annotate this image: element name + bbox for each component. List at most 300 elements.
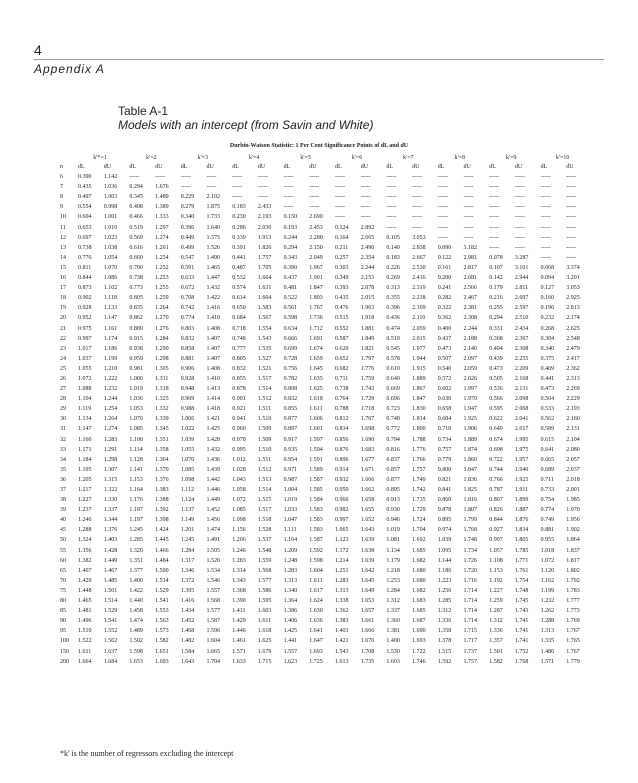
table-cell: 1.661 (360, 618, 375, 625)
table-cell: 1.653 (360, 598, 375, 605)
table-cell: 0.906 (180, 365, 195, 372)
table-cell: ----- (360, 214, 371, 221)
table-cell: 0.878 (437, 507, 452, 514)
table-cell: 1.147 (103, 315, 118, 322)
table-cell: ----- (463, 194, 474, 201)
table-cell: 0.928 (78, 305, 92, 312)
table-cell: 0.699 (283, 345, 298, 352)
table-cell: 1.705 (257, 264, 272, 271)
table-cell: 0.322 (437, 305, 452, 312)
table-cell: 1.245 (129, 527, 143, 534)
row-n: 95 (60, 628, 66, 635)
table-cell: 1.414 (206, 396, 220, 403)
stat-column-header: dU (360, 164, 369, 170)
table-cell: 1.847 (463, 466, 477, 473)
table-cell: 1.033 (283, 507, 298, 514)
table-cell: 1.657 (360, 608, 375, 615)
table-cell: 0.901 (232, 396, 246, 403)
row-n: 11 (60, 224, 66, 231)
k-header: k'=10 (555, 155, 570, 161)
table-cell: 0.682 (335, 365, 349, 372)
table-cell: 1.255 (155, 285, 169, 292)
table-cell: 1.603 (386, 658, 400, 665)
table-cell: 1.520 (206, 557, 220, 564)
table-cell: 1.690 (360, 436, 375, 443)
table-cell: 0.232 (540, 315, 555, 322)
k-header: k'*=1 (93, 155, 107, 161)
table-cell: 1.214 (335, 557, 349, 564)
table-cell: 1.529 (103, 608, 118, 615)
table-cell: ----- (412, 214, 423, 221)
table-cell: 0.998 (103, 204, 118, 211)
table-cell: 1.054 (103, 254, 118, 261)
table-cell: 0.757 (437, 446, 452, 453)
table-cell: ----- (437, 194, 448, 201)
table-cell: 1.583 (257, 305, 272, 312)
table-cell: ----- (335, 194, 345, 201)
table-cell: 2.244 (360, 264, 375, 271)
table-cell: 1.407 (206, 335, 220, 342)
table-cell: ----- (437, 184, 448, 191)
table-cell: 2.367 (514, 335, 529, 342)
table-cell: 0.554 (78, 204, 92, 211)
table-cell: 2.059 (412, 325, 426, 332)
table-cell: 1.102 (103, 285, 118, 292)
table-cell: 0.895 (386, 487, 400, 493)
table-cell: 1.501 (489, 648, 503, 655)
table-cell: 1.111 (283, 527, 297, 534)
table-cell: 0.653 (78, 224, 92, 231)
table-cell: 0.105 (386, 234, 400, 241)
table-cell: 0.140 (386, 244, 400, 251)
table-cell: ----- (360, 184, 371, 191)
table-cell: 1.086 (103, 275, 118, 282)
table-cell: 1.400 (386, 638, 400, 645)
table-cell: 1.887 (514, 507, 529, 514)
table-cell: 1.528 (257, 527, 272, 534)
table-cell: 1.284 (155, 335, 169, 342)
table-cell: 1.761 (514, 567, 529, 574)
table-cell: ----- (335, 184, 345, 191)
table-cell: 1.481 (78, 608, 92, 615)
table-cell: 2.697 (514, 295, 529, 302)
table-cell: 1.594 (309, 446, 323, 453)
row-n: 30 (60, 416, 66, 423)
table-cell: ----- (283, 204, 294, 211)
table-cell: ----- (437, 204, 448, 211)
table-cell: 1.598 (129, 648, 143, 655)
table-cell: 1.311 (155, 375, 169, 382)
table-cell: 1.743 (360, 386, 375, 393)
table-cell: 0.948 (180, 386, 195, 393)
table-cell: 1.757 (257, 254, 272, 261)
table-cell: 0.340 (540, 345, 555, 352)
table-cell: 0.756 (283, 365, 298, 372)
table-cell: 1.674 (309, 345, 323, 352)
table-cell: 0.772 (386, 426, 400, 433)
table-cell: 0.633 (180, 275, 195, 282)
table-cell: 2.319 (412, 285, 426, 292)
table-cell: 1.537 (257, 537, 272, 544)
k-header: k'=9 (505, 155, 517, 161)
table-cell: 1.313 (540, 628, 555, 635)
table-cell: ----- (412, 194, 423, 201)
table-cell: 1.592 (437, 658, 452, 665)
table-cell: 2.838 (412, 244, 426, 251)
table-cell: 1.712 (309, 325, 323, 332)
table-cell: 1.543 (257, 335, 272, 342)
k-header: k'=4 (248, 155, 260, 161)
table-cell: 1.729 (360, 396, 375, 403)
table-cell: 0.473 (540, 386, 555, 393)
table-cell: 1.452 (206, 507, 220, 514)
table-cell: 1.312 (489, 618, 503, 625)
table-cell: 1.777 (566, 598, 580, 605)
table-cell: 1.254 (103, 406, 118, 413)
table-cell: 0.566 (489, 396, 503, 403)
table-cell: 1.253 (386, 577, 400, 584)
table-cell: 0.142 (489, 275, 503, 282)
table-cell: 0.995 (232, 446, 246, 453)
table-cell: 2.892 (360, 224, 375, 231)
table-cell: 1.100 (129, 436, 143, 443)
table-cell: 1.357 (489, 638, 503, 645)
table-cell: 2.041 (514, 416, 529, 423)
table-cell: 0.748 (232, 335, 246, 342)
table-cell: 1.474 (206, 527, 220, 534)
table-cell: 0.955 (540, 537, 555, 544)
table-cell: 1.333 (155, 214, 169, 221)
table-cell: ----- (257, 174, 268, 181)
table-cell: 2.229 (566, 396, 580, 403)
table-cell: 0.700 (129, 264, 143, 271)
table-cell: 0.183 (232, 204, 246, 211)
table-cell: 1.714 (463, 608, 477, 615)
table-cell: ----- (566, 194, 577, 201)
table-cell: 1.019 (129, 386, 143, 393)
table-cell: 1.618 (309, 396, 323, 403)
table-cell: 1.563 (155, 618, 169, 625)
table-cell: 1.445 (155, 537, 169, 544)
table-cell: 0.697 (78, 234, 92, 241)
table-cell: 1.925 (514, 476, 529, 483)
table-cell: 1.682 (412, 587, 426, 594)
table-cell: 0.896 (335, 456, 349, 463)
stat-column-header: dL (386, 164, 394, 170)
table-cell: 1.176 (129, 497, 143, 504)
table-cell: 0.616 (129, 244, 143, 251)
table-cell: 1.006 (180, 416, 195, 423)
table-cell: 0.981 (129, 365, 143, 372)
table-cell: 1.683 (412, 598, 426, 605)
table-cell: 1.502 (129, 638, 143, 645)
table-cell: 1.446 (232, 628, 246, 635)
appendix-label: Appendix A (34, 62, 105, 76)
table-cell: ----- (412, 204, 423, 211)
table-cell: 1.562 (103, 638, 118, 645)
table-cell: 2.925 (566, 295, 580, 302)
table-cell: 2.037 (566, 466, 580, 473)
table-cell: 1.297 (155, 224, 169, 231)
stat-column-header: dU (412, 164, 420, 170)
table-cell: 1.577 (206, 608, 220, 615)
table-cell: 2.078 (360, 285, 375, 292)
table-cell: 0.122 (437, 254, 452, 261)
table-cell: 1.518 (257, 517, 272, 524)
table-cell: 2.690 (309, 214, 323, 221)
table-cell: 1.424 (155, 527, 169, 534)
table-cell: 1.679 (257, 648, 272, 655)
table-cell: 1.715 (257, 658, 272, 665)
table-cell: 1.449 (206, 497, 220, 504)
table-cell: 1.085 (232, 507, 246, 514)
table-cell: 1.776 (412, 446, 426, 453)
table-cell: ----- (489, 174, 500, 181)
table-cell: 0.487 (232, 264, 246, 271)
table-cell: 1.881 (360, 325, 375, 332)
table-cell: 1.743 (514, 608, 529, 615)
table-cell: 1.603 (257, 608, 272, 615)
table-cell: 0.856 (335, 436, 349, 443)
table-cell: 3.053 (412, 234, 426, 241)
table-cell: 1.635 (309, 375, 323, 382)
row-n: 80 (60, 598, 66, 605)
table-cell: 1.486 (540, 648, 555, 655)
table-cell: 1.598 (309, 557, 323, 564)
table-cell: 1.274 (155, 234, 169, 241)
table-cell: 1.624 (309, 598, 323, 605)
table-cell: 2.811 (514, 285, 529, 292)
table-cell: 0.749 (540, 517, 555, 524)
table-cell: 1.227 (78, 497, 92, 504)
table-cell: 1.164 (129, 487, 143, 493)
table-cell: ----- (155, 174, 166, 181)
table-cell: 1.345 (155, 426, 169, 433)
table-cell: 0.505 (489, 375, 503, 382)
table-cell: ----- (514, 224, 525, 231)
table-cell: 1.441 (283, 638, 298, 645)
table-cell: 1.693 (412, 638, 426, 645)
table-cell: 1.704 (412, 527, 426, 534)
table-cell: 2.140 (463, 345, 477, 352)
table-cell: 1.714 (463, 618, 477, 625)
table-cell: 1.253 (155, 275, 169, 282)
row-n: 36 (60, 476, 66, 483)
table-cell: 1.312 (437, 608, 452, 615)
table-cell: 1.081 (386, 537, 400, 544)
table-cell: 2.280 (309, 234, 323, 241)
table-cell: 1.586 (257, 587, 272, 594)
table-cell: 1.403 (103, 537, 118, 544)
table-cell: 1.773 (566, 608, 580, 615)
table-cell: 0.602 (437, 386, 452, 393)
table-cell: 0.244 (283, 234, 298, 241)
table-cell: 3.182 (463, 244, 477, 251)
table-cell: 2.255 (514, 355, 529, 362)
table-cell: 0.562 (540, 416, 555, 423)
stat-column-header: dL (78, 164, 85, 170)
table-cell: ----- (180, 184, 191, 191)
table-cell: 0.340 (180, 214, 195, 221)
table-cell: 1.535 (257, 345, 272, 352)
table-cell: 0.832 (232, 365, 246, 372)
table-cell: 0.773 (129, 285, 143, 292)
row-n: 22 (60, 335, 66, 342)
table-cell: 0.777 (232, 345, 246, 352)
table-cell: 1.298 (103, 456, 118, 463)
table-cell: 0.952 (78, 315, 92, 322)
table-cell: 2.169 (412, 305, 426, 312)
row-n: 65 (60, 567, 66, 574)
table-cell: 1.670 (360, 638, 375, 645)
table-cell: 1.137 (180, 507, 195, 514)
table-cell: 1.422 (129, 587, 143, 594)
table-cell: 1.085 (129, 426, 143, 433)
table-cell: 0.782 (283, 375, 298, 382)
table-cell: 0.614 (232, 295, 246, 302)
table-cell: 1.776 (360, 365, 375, 372)
table-cell: 0.844 (78, 275, 92, 282)
table-cell: 0.816 (386, 446, 400, 453)
stat-column-header: dU (514, 164, 523, 170)
table-cell: 1.571 (540, 658, 555, 665)
table-cell: 1.108 (489, 557, 503, 564)
table-cell: 1.704 (206, 658, 220, 665)
table-cell: 1.913 (257, 234, 272, 241)
row-n: 45 (60, 527, 66, 534)
table-cell: 1.338 (335, 598, 349, 605)
table-cell: 1.589 (309, 466, 323, 473)
table-cell: 0.774 (180, 315, 195, 322)
table-cell: 1.527 (257, 355, 272, 362)
table-cell: 0.877 (283, 416, 298, 423)
table-cell: 1.597 (309, 436, 323, 443)
table-cell: 1.411 (232, 608, 246, 615)
table-cell: 1.058 (232, 487, 246, 493)
table-cell: 1.003 (103, 194, 118, 201)
table-cell: 0.481 (283, 285, 298, 292)
table-cell: 1.604 (309, 567, 323, 574)
table-cell: 3.053 (566, 285, 580, 292)
table-cell: 1.318 (155, 386, 169, 393)
table-cell: 0.766 (489, 476, 503, 483)
table-cell: 1.817 (566, 557, 580, 564)
table-cell: 0.241 (437, 285, 452, 292)
table-cell: 1.511 (257, 456, 272, 463)
table-cell: 1.149 (180, 517, 195, 524)
table-cell: 0.658 (437, 406, 452, 413)
table-cell: ----- (514, 244, 525, 251)
row-n: 28 (60, 396, 66, 403)
table-cell: 1.098 (180, 476, 195, 483)
table-cell: 0.805 (129, 295, 143, 302)
table-cell: 0.738 (129, 275, 143, 282)
stat-column-header: dL (489, 164, 496, 170)
table-cell: 1.147 (78, 426, 92, 433)
table-cell: 0.574 (232, 285, 246, 292)
table-cell: 1.285 (129, 537, 143, 544)
table-cell: 1.276 (155, 325, 169, 332)
table-cell: 2.174 (566, 315, 580, 322)
table-cell: 1.577 (257, 577, 272, 584)
table-cell: 1.517 (257, 507, 272, 514)
table-cell: 1.768 (514, 658, 529, 665)
table-cell: 1.741 (514, 618, 529, 625)
table-cell: 0.779 (437, 456, 452, 463)
table-cell: 2.059 (463, 365, 477, 372)
table-cell: 1.452 (180, 618, 195, 625)
table-cell: 2.030 (257, 224, 272, 231)
table-cell: 0.665 (540, 456, 555, 463)
table-cell: 1.022 (180, 426, 195, 433)
table-cell: 1.849 (360, 335, 375, 342)
table-cell: 0.733 (540, 487, 555, 493)
table-cell: 2.313 (566, 375, 580, 382)
table-cell: 0.837 (386, 456, 400, 463)
table-cell: 1.315 (103, 476, 118, 483)
stat-column-header: dU (566, 164, 574, 170)
table-cell: 1.072 (540, 557, 555, 564)
table-cell: 1.456 (206, 517, 220, 524)
table-cell: 1.997 (463, 386, 477, 393)
table-cell: 1.918 (360, 315, 375, 322)
table-cell: 1.283 (232, 557, 246, 564)
table-cell: 1.313 (335, 587, 349, 594)
table-cell: 1.407 (78, 567, 92, 574)
table-cell: 1.666 (360, 476, 375, 483)
table-cell: 1.474 (129, 618, 143, 625)
table-cell: 2.308 (463, 315, 477, 322)
table-cell: 1.184 (78, 456, 92, 463)
table-cell: 0.561 (283, 305, 298, 312)
table-cell: 1.677 (360, 456, 375, 463)
table-cell: 2.479 (566, 345, 580, 352)
table-cell: 2.104 (566, 436, 580, 443)
table-cell: 2.150 (309, 244, 323, 251)
table-cell: 1.001 (103, 214, 118, 221)
table-cell: 0.507 (437, 355, 452, 362)
table-cell: 0.078 (489, 254, 503, 261)
table-cell: 2.944 (514, 275, 529, 282)
row-n: 200 (60, 658, 69, 665)
table-cell: 0.855 (283, 406, 298, 413)
table-cell: 1.947 (463, 406, 477, 413)
table-cell: 0.960 (232, 426, 246, 433)
table-cell: 1.901 (309, 275, 323, 282)
row-n: 29 (60, 406, 66, 413)
table-cell: 1.388 (155, 497, 169, 504)
table-cell: 1.199 (540, 587, 555, 594)
table-cell: 2.269 (566, 386, 580, 393)
table-cell: 0.774 (540, 507, 555, 514)
table-cell: 0.808 (283, 386, 298, 393)
stat-column-header: dL (129, 164, 137, 170)
table-cell: 1.458 (129, 608, 143, 615)
table-cell: 1.693 (155, 658, 169, 665)
table-cell: 1.807 (463, 507, 477, 514)
table-cell: 0.764 (335, 396, 349, 403)
table-cell: 3.374 (566, 264, 580, 271)
table-cell: 1.511 (257, 406, 272, 413)
table-cell: 2.308 (514, 345, 529, 352)
table-cell: 1.053 (129, 406, 143, 413)
table-cell: ----- (129, 174, 140, 181)
table-cell: ----- (412, 224, 423, 231)
table-cell: 0.408 (129, 204, 143, 211)
table-cell: 1.019 (283, 497, 298, 504)
table-cell: 1.585 (309, 487, 323, 493)
table-cell: 1.652 (360, 517, 375, 524)
